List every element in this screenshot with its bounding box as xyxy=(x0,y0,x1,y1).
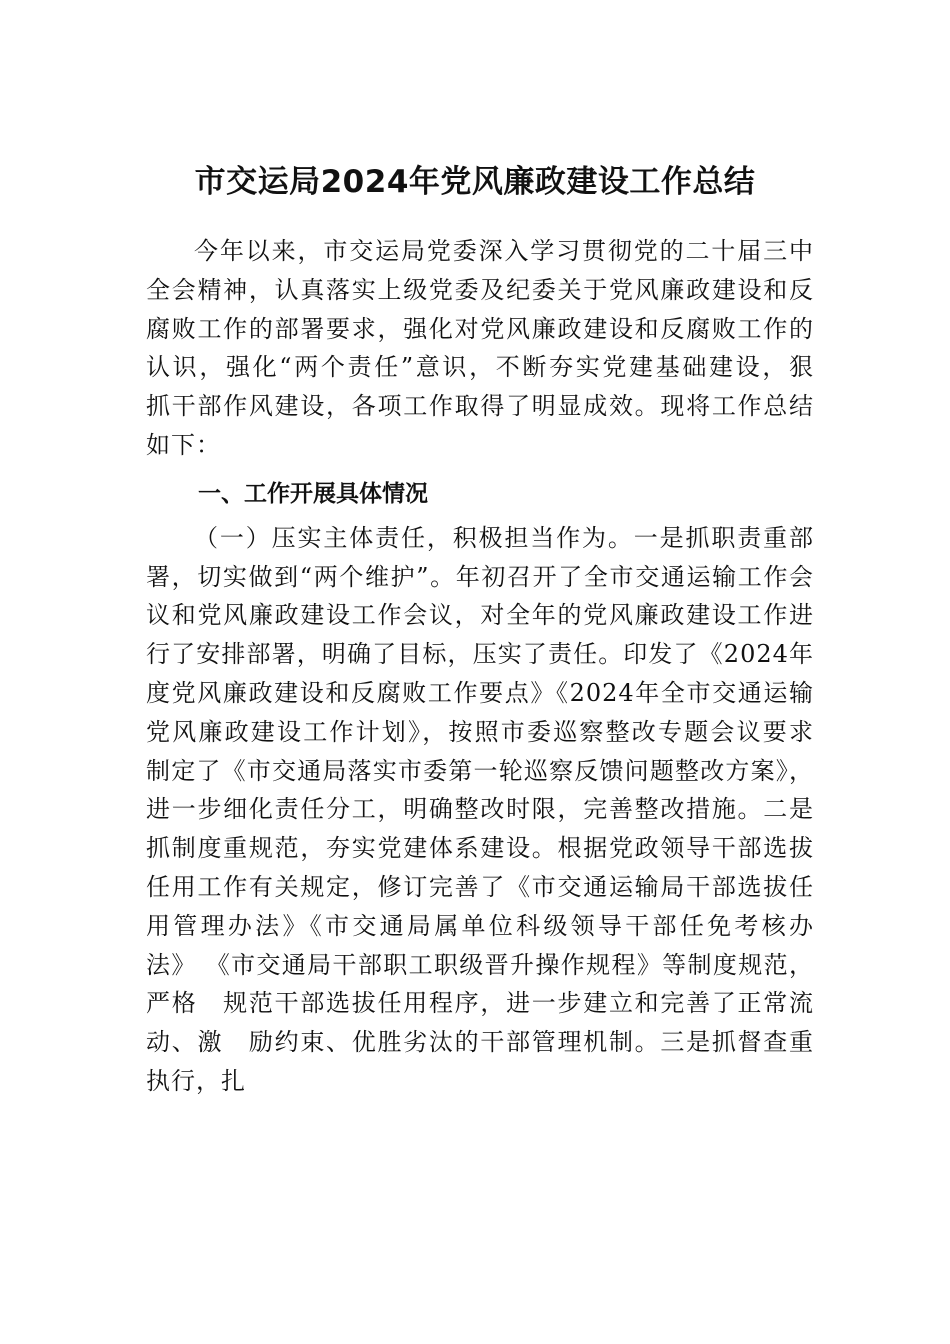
paragraph-line: 议和党风廉政建设工作会议，对全年的党风廉政建设工作进 xyxy=(146,601,814,630)
paragraph-line: 度党风廉政建设和反腐败工作要点》《2024年全市交通运输 xyxy=(146,678,814,707)
paragraph-line: 抓制度重规范，夯实党建体系建设。根据党政领导干部选拔 xyxy=(146,834,814,863)
paragraph-line: 认识，强化“两个责任”意识，不断夯实党建基础建设，狠 xyxy=(146,353,814,382)
paragraph-line: 如下： xyxy=(146,430,221,459)
paragraph-line: 行了安排部署，明确了目标，压实了责任。印发了《2024年 xyxy=(146,640,814,669)
paragraph-line: 制定了《市交通局落实市委第一轮巡察反馈问题整改方案》， xyxy=(146,756,814,785)
paragraph-line: 今年以来，市交运局党委深入学习贯彻党的二十届三中 xyxy=(194,237,814,265)
paragraph-line: 严格 规范干部选拔任用程序，进一步建立和完善了正常流 xyxy=(146,989,814,1018)
section-heading: 一、工作开展具体情况 xyxy=(198,480,428,507)
document-body xyxy=(146,232,814,1101)
paragraph-line: 全会精神，认真落实上级党委及纪委关于党风廉政建设和反 xyxy=(146,275,814,304)
paragraph-line: 抓干部作风建设，各项工作取得了明显成效。现将工作总结 xyxy=(146,392,814,421)
paragraph-line: 执行，扎 xyxy=(146,1066,246,1095)
paragraph-line: 腐败工作的部署要求，强化对党风廉政建设和反腐败工作的 xyxy=(146,314,814,343)
paragraph-line: 署，切实做到“两个维护”。年初召开了全市交通运输工作会 xyxy=(146,562,814,591)
paragraph-line: 法》 《市交通局干部职工职级晋升操作规程》等制度规范， xyxy=(146,950,814,979)
paragraph-line: 党风廉政建设工作计划》，按照市委巡察整改专题会议要求 xyxy=(146,717,814,746)
paragraph-line: 用管理办法》《市交通局属单位科级领导干部任免考核办 xyxy=(146,911,814,940)
paragraph-line: 动、激 励约束、优胜劣汰的干部管理机制。三是抓督查重 xyxy=(146,1028,814,1057)
paragraph-line: （一）压实主体责任，积极担当作为。一是抓职责重部 xyxy=(194,523,814,552)
paragraph-line: 进一步细化责任分工，明确整改时限，完善整改措施。二是 xyxy=(146,795,814,824)
document-title: 市交运局2024年党风廉政建设工作总结 xyxy=(194,164,756,200)
paragraph-line: 任用工作有关规定，修订完善了《市交通运输局干部选拔任 xyxy=(146,872,814,901)
